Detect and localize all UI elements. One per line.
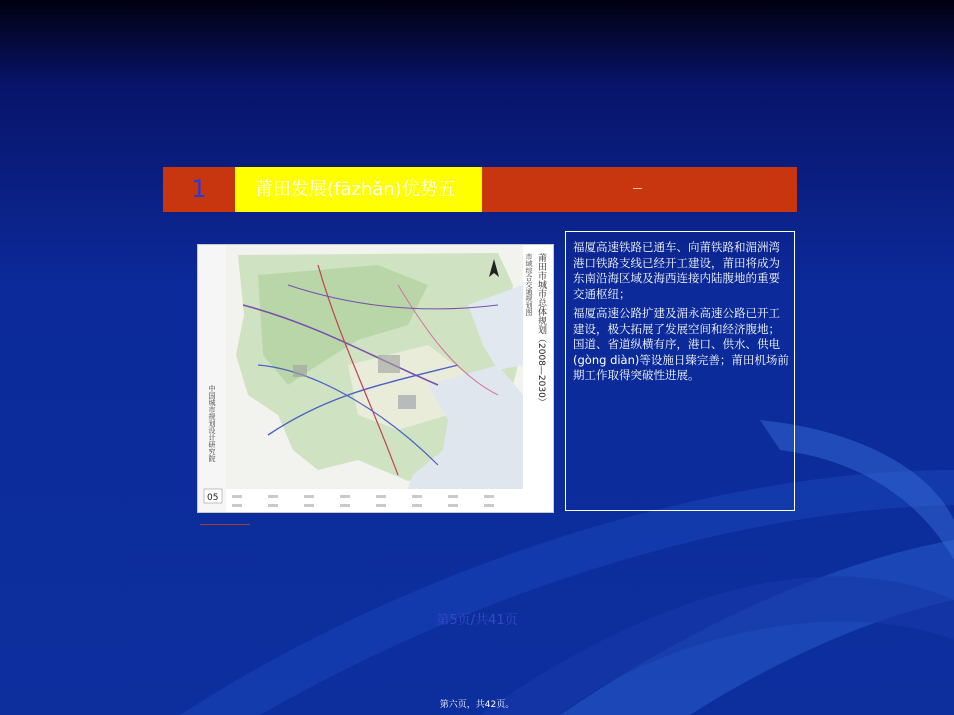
map-institute: 中国城市规划设计研究院 xyxy=(208,385,216,462)
map-sheet-number: 05 xyxy=(207,493,219,503)
section-title: 莆田发展(fāzhǎn)优势五 xyxy=(235,167,482,212)
paragraph-railway: 福厦高速铁路已通车、向莆铁路和湄洲湾港口铁路支线已经开工建设，莆田将成为东南沿海区域及海西连接内陆腹地的重要交通枢纽； xyxy=(573,240,780,301)
transport-planning-map xyxy=(197,244,554,513)
map-title: 莆田市城市总体规划（2008—2030） xyxy=(536,253,546,407)
footer-page-count: 第六页，共42页。 xyxy=(439,700,515,710)
section-title-bar xyxy=(163,167,797,212)
paragraph-highway: 福厦高速公路扩建及湄永高速公路已开工建设，极大拓展了发展空间和经济腹地；国道、省道纵横有序，港口、供水、供电(gòng diàn)等设施日臻完善；莆田机场前期工作取得突破性进展。 xyxy=(573,306,789,382)
page-number: 第5页/共41页 xyxy=(436,613,518,628)
map-subtitle: 市域综合交通规划图 xyxy=(525,253,533,316)
section-number: 1 xyxy=(191,175,207,203)
title-bar-mark xyxy=(633,188,642,189)
map-caption-line xyxy=(200,524,250,525)
description-textbox xyxy=(565,231,795,511)
map-graphic xyxy=(198,245,553,512)
